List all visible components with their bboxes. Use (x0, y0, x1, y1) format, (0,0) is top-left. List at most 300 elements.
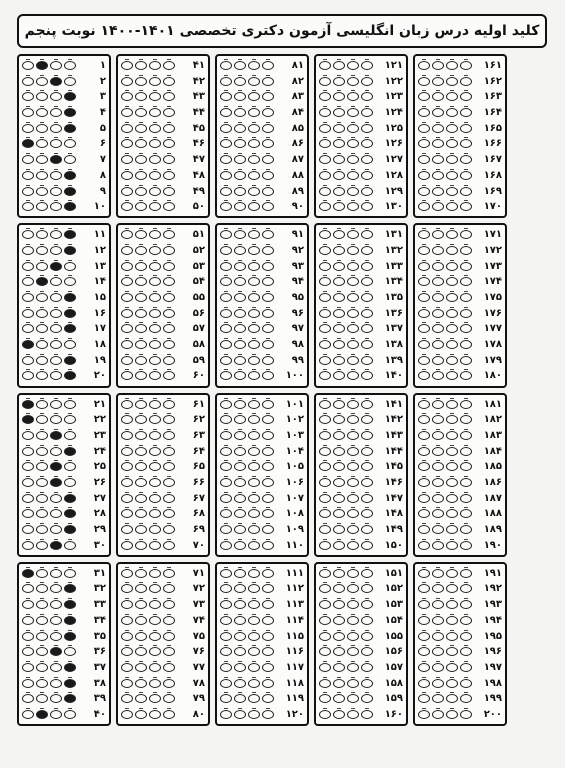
answer-bubble[interactable] (418, 262, 430, 271)
answer-bubble[interactable] (248, 710, 260, 719)
answer-bubble[interactable] (22, 187, 34, 196)
answer-bubble[interactable] (135, 431, 147, 440)
answer-bubble[interactable] (248, 525, 260, 534)
answer-bubble[interactable] (220, 569, 232, 578)
answer-bubble[interactable] (220, 108, 232, 117)
answer-bubble[interactable] (135, 92, 147, 101)
answer-bubble[interactable] (319, 415, 331, 424)
answer-bubble[interactable] (418, 541, 430, 550)
answer-bubble[interactable] (163, 679, 175, 688)
answer-bubble[interactable] (234, 324, 246, 333)
answer-bubble[interactable] (22, 447, 34, 456)
answer-bubble[interactable] (319, 356, 331, 365)
answer-bubble[interactable] (163, 494, 175, 503)
answer-bubble[interactable] (418, 462, 430, 471)
answer-bubble[interactable] (418, 694, 430, 703)
answer-bubble[interactable] (347, 371, 359, 380)
answer-bubble[interactable] (234, 462, 246, 471)
answer-bubble[interactable] (319, 262, 331, 271)
answer-bubble[interactable] (36, 415, 48, 424)
answer-bubble[interactable] (319, 616, 331, 625)
answer-bubble[interactable] (347, 293, 359, 302)
answer-bubble[interactable] (347, 187, 359, 196)
answer-bubble[interactable] (248, 155, 260, 164)
answer-bubble[interactable] (333, 569, 345, 578)
answer-bubble[interactable] (446, 155, 458, 164)
answer-bubble[interactable] (262, 293, 274, 302)
answer-bubble[interactable] (149, 663, 161, 672)
answer-bubble[interactable] (50, 569, 62, 578)
answer-bubble[interactable] (234, 61, 246, 70)
answer-bubble[interactable] (460, 92, 472, 101)
answer-bubble[interactable] (234, 494, 246, 503)
answer-bubble[interactable] (347, 694, 359, 703)
answer-bubble[interactable] (319, 632, 331, 641)
answer-bubble[interactable] (121, 155, 133, 164)
answer-bubble[interactable] (248, 584, 260, 593)
answer-bubble[interactable] (446, 92, 458, 101)
answer-bubble[interactable] (121, 462, 133, 471)
answer-bubble[interactable] (446, 356, 458, 365)
answer-bubble[interactable] (432, 155, 444, 164)
answer-bubble[interactable] (361, 77, 373, 86)
answer-bubble-filled[interactable] (36, 277, 48, 286)
answer-bubble[interactable] (262, 340, 274, 349)
answer-bubble[interactable] (135, 679, 147, 688)
answer-bubble-filled[interactable] (64, 509, 76, 518)
answer-bubble[interactable] (22, 171, 34, 180)
answer-bubble[interactable] (446, 202, 458, 211)
answer-bubble[interactable] (418, 230, 430, 239)
answer-bubble[interactable] (64, 569, 76, 578)
answer-bubble[interactable] (149, 309, 161, 318)
answer-bubble[interactable] (121, 230, 133, 239)
answer-bubble[interactable] (333, 400, 345, 409)
answer-bubble[interactable] (333, 679, 345, 688)
answer-bubble[interactable] (36, 293, 48, 302)
answer-bubble[interactable] (262, 124, 274, 133)
answer-bubble[interactable] (432, 324, 444, 333)
answer-bubble[interactable] (248, 61, 260, 70)
answer-bubble[interactable] (248, 92, 260, 101)
answer-bubble[interactable] (347, 710, 359, 719)
answer-bubble[interactable] (248, 187, 260, 196)
answer-bubble[interactable] (361, 710, 373, 719)
answer-bubble[interactable] (234, 77, 246, 86)
answer-bubble-filled[interactable] (22, 569, 34, 578)
answer-bubble[interactable] (149, 569, 161, 578)
answer-bubble[interactable] (432, 431, 444, 440)
answer-bubble-filled[interactable] (64, 616, 76, 625)
answer-bubble[interactable] (262, 525, 274, 534)
answer-bubble[interactable] (432, 710, 444, 719)
answer-bubble[interactable] (418, 632, 430, 641)
answer-bubble[interactable] (333, 77, 345, 86)
answer-bubble-filled[interactable] (64, 108, 76, 117)
answer-bubble[interactable] (460, 600, 472, 609)
answer-bubble[interactable] (460, 77, 472, 86)
answer-bubble[interactable] (432, 61, 444, 70)
answer-bubble[interactable] (432, 230, 444, 239)
answer-bubble[interactable] (319, 371, 331, 380)
answer-bubble[interactable] (36, 262, 48, 271)
answer-bubble[interactable] (163, 246, 175, 255)
answer-bubble[interactable] (22, 525, 34, 534)
answer-bubble[interactable] (347, 171, 359, 180)
answer-bubble-filled[interactable] (50, 647, 62, 656)
answer-bubble[interactable] (149, 647, 161, 656)
answer-bubble[interactable] (248, 324, 260, 333)
answer-bubble[interactable] (333, 92, 345, 101)
answer-bubble[interactable] (432, 277, 444, 286)
answer-bubble[interactable] (432, 663, 444, 672)
answer-bubble[interactable] (262, 262, 274, 271)
answer-bubble[interactable] (149, 478, 161, 487)
answer-bubble[interactable] (446, 415, 458, 424)
answer-bubble[interactable] (234, 92, 246, 101)
answer-bubble[interactable] (22, 431, 34, 440)
answer-bubble[interactable] (248, 293, 260, 302)
answer-bubble[interactable] (36, 230, 48, 239)
answer-bubble[interactable] (446, 679, 458, 688)
answer-bubble[interactable] (432, 262, 444, 271)
answer-bubble[interactable] (36, 309, 48, 318)
answer-bubble[interactable] (460, 710, 472, 719)
answer-bubble[interactable] (50, 202, 62, 211)
answer-bubble[interactable] (121, 340, 133, 349)
answer-bubble[interactable] (149, 139, 161, 148)
answer-bubble[interactable] (64, 541, 76, 550)
answer-bubble[interactable] (347, 462, 359, 471)
answer-bubble[interactable] (248, 230, 260, 239)
answer-bubble-filled[interactable] (64, 246, 76, 255)
answer-bubble[interactable] (234, 309, 246, 318)
answer-bubble[interactable] (234, 632, 246, 641)
answer-bubble[interactable] (432, 187, 444, 196)
answer-bubble[interactable] (347, 108, 359, 117)
answer-bubble[interactable] (418, 61, 430, 70)
answer-bubble[interactable] (333, 356, 345, 365)
answer-bubble[interactable] (432, 447, 444, 456)
answer-bubble[interactable] (135, 462, 147, 471)
answer-bubble[interactable] (361, 431, 373, 440)
answer-bubble[interactable] (135, 340, 147, 349)
answer-bubble[interactable] (163, 340, 175, 349)
answer-bubble[interactable] (234, 679, 246, 688)
answer-bubble[interactable] (333, 647, 345, 656)
answer-bubble[interactable] (149, 371, 161, 380)
answer-bubble[interactable] (234, 356, 246, 365)
answer-bubble[interactable] (262, 61, 274, 70)
answer-bubble[interactable] (22, 600, 34, 609)
answer-bubble[interactable] (220, 600, 232, 609)
answer-bubble[interactable] (446, 139, 458, 148)
answer-bubble[interactable] (347, 277, 359, 286)
answer-bubble[interactable] (36, 171, 48, 180)
answer-bubble-filled[interactable] (22, 415, 34, 424)
answer-bubble[interactable] (319, 309, 331, 318)
answer-bubble[interactable] (135, 663, 147, 672)
answer-bubble[interactable] (361, 356, 373, 365)
answer-bubble[interactable] (22, 679, 34, 688)
answer-bubble[interactable] (22, 584, 34, 593)
answer-bubble[interactable] (361, 309, 373, 318)
answer-bubble[interactable] (347, 569, 359, 578)
answer-bubble[interactable] (220, 478, 232, 487)
answer-bubble[interactable] (446, 525, 458, 534)
answer-bubble[interactable] (262, 400, 274, 409)
answer-bubble[interactable] (418, 679, 430, 688)
answer-bubble[interactable] (121, 356, 133, 365)
answer-bubble[interactable] (135, 694, 147, 703)
answer-bubble[interactable] (361, 415, 373, 424)
answer-bubble[interactable] (135, 632, 147, 641)
answer-bubble[interactable] (262, 202, 274, 211)
answer-bubble[interactable] (361, 679, 373, 688)
answer-bubble[interactable] (163, 415, 175, 424)
answer-bubble[interactable] (50, 171, 62, 180)
answer-bubble[interactable] (248, 694, 260, 703)
answer-bubble[interactable] (347, 356, 359, 365)
answer-bubble[interactable] (446, 509, 458, 518)
answer-bubble[interactable] (333, 293, 345, 302)
answer-bubble[interactable] (361, 694, 373, 703)
answer-bubble[interactable] (135, 569, 147, 578)
answer-bubble[interactable] (163, 371, 175, 380)
answer-bubble[interactable] (460, 187, 472, 196)
answer-bubble[interactable] (149, 340, 161, 349)
answer-bubble[interactable] (163, 324, 175, 333)
answer-bubble[interactable] (149, 541, 161, 550)
answer-bubble-filled[interactable] (36, 710, 48, 719)
answer-bubble[interactable] (248, 277, 260, 286)
answer-bubble[interactable] (149, 400, 161, 409)
answer-bubble[interactable] (446, 569, 458, 578)
answer-bubble[interactable] (446, 541, 458, 550)
answer-bubble[interactable] (446, 187, 458, 196)
answer-bubble[interactable] (460, 230, 472, 239)
answer-bubble[interactable] (50, 616, 62, 625)
answer-bubble[interactable] (460, 309, 472, 318)
answer-bubble[interactable] (22, 478, 34, 487)
answer-bubble[interactable] (220, 340, 232, 349)
answer-bubble[interactable] (361, 246, 373, 255)
answer-bubble[interactable] (460, 356, 472, 365)
answer-bubble[interactable] (135, 525, 147, 534)
answer-bubble[interactable] (220, 202, 232, 211)
answer-bubble[interactable] (333, 124, 345, 133)
answer-bubble[interactable] (319, 230, 331, 239)
answer-bubble[interactable] (121, 124, 133, 133)
answer-bubble[interactable] (347, 124, 359, 133)
answer-bubble[interactable] (220, 663, 232, 672)
answer-bubble[interactable] (347, 478, 359, 487)
answer-bubble[interactable] (418, 202, 430, 211)
answer-bubble[interactable] (50, 400, 62, 409)
answer-bubble[interactable] (347, 246, 359, 255)
answer-bubble[interactable] (446, 431, 458, 440)
answer-bubble[interactable] (234, 202, 246, 211)
answer-bubble[interactable] (121, 600, 133, 609)
answer-bubble[interactable] (50, 309, 62, 318)
answer-bubble[interactable] (22, 710, 34, 719)
answer-bubble[interactable] (50, 415, 62, 424)
answer-bubble[interactable] (347, 647, 359, 656)
answer-bubble[interactable] (446, 108, 458, 117)
answer-bubble-filled[interactable] (36, 61, 48, 70)
answer-bubble[interactable] (460, 647, 472, 656)
answer-bubble[interactable] (361, 293, 373, 302)
answer-bubble[interactable] (347, 155, 359, 164)
answer-bubble[interactable] (432, 92, 444, 101)
answer-bubble[interactable] (50, 509, 62, 518)
answer-bubble[interactable] (248, 400, 260, 409)
answer-bubble[interactable] (333, 371, 345, 380)
answer-bubble[interactable] (333, 262, 345, 271)
answer-bubble[interactable] (121, 447, 133, 456)
answer-bubble[interactable] (121, 108, 133, 117)
answer-bubble[interactable] (347, 679, 359, 688)
answer-bubble[interactable] (460, 324, 472, 333)
answer-bubble[interactable] (36, 632, 48, 641)
answer-bubble[interactable] (418, 478, 430, 487)
answer-bubble[interactable] (22, 77, 34, 86)
answer-bubble[interactable] (446, 616, 458, 625)
answer-bubble[interactable] (220, 277, 232, 286)
answer-bubble[interactable] (460, 371, 472, 380)
answer-bubble-filled[interactable] (64, 694, 76, 703)
answer-bubble[interactable] (262, 663, 274, 672)
answer-bubble[interactable] (432, 356, 444, 365)
answer-bubble[interactable] (220, 155, 232, 164)
answer-bubble[interactable] (50, 710, 62, 719)
answer-bubble[interactable] (163, 431, 175, 440)
answer-bubble[interactable] (319, 584, 331, 593)
answer-bubble[interactable] (446, 124, 458, 133)
answer-bubble[interactable] (262, 371, 274, 380)
answer-bubble[interactable] (135, 356, 147, 365)
answer-bubble[interactable] (64, 478, 76, 487)
answer-bubble[interactable] (333, 340, 345, 349)
answer-bubble[interactable] (432, 246, 444, 255)
answer-bubble[interactable] (361, 494, 373, 503)
answer-bubble[interactable] (234, 509, 246, 518)
answer-bubble[interactable] (432, 139, 444, 148)
answer-bubble[interactable] (163, 202, 175, 211)
answer-bubble[interactable] (149, 92, 161, 101)
answer-bubble[interactable] (50, 124, 62, 133)
answer-bubble[interactable] (446, 462, 458, 471)
answer-bubble[interactable] (262, 277, 274, 286)
answer-bubble[interactable] (248, 262, 260, 271)
answer-bubble-filled[interactable] (22, 340, 34, 349)
answer-bubble[interactable] (347, 494, 359, 503)
answer-bubble[interactable] (50, 679, 62, 688)
answer-bubble[interactable] (220, 246, 232, 255)
answer-bubble[interactable] (418, 171, 430, 180)
answer-bubble[interactable] (432, 293, 444, 302)
answer-bubble[interactable] (262, 431, 274, 440)
answer-bubble[interactable] (432, 340, 444, 349)
answer-bubble-filled[interactable] (50, 462, 62, 471)
answer-bubble[interactable] (22, 61, 34, 70)
answer-bubble[interactable] (36, 494, 48, 503)
answer-bubble[interactable] (347, 584, 359, 593)
answer-bubble[interactable] (234, 171, 246, 180)
answer-bubble[interactable] (121, 246, 133, 255)
answer-bubble[interactable] (347, 447, 359, 456)
answer-bubble[interactable] (446, 309, 458, 318)
answer-bubble[interactable] (446, 400, 458, 409)
answer-bubble[interactable] (446, 647, 458, 656)
answer-bubble[interactable] (149, 262, 161, 271)
answer-bubble[interactable] (149, 293, 161, 302)
answer-bubble[interactable] (432, 400, 444, 409)
answer-bubble-filled[interactable] (64, 92, 76, 101)
answer-bubble[interactable] (36, 77, 48, 86)
answer-bubble[interactable] (248, 171, 260, 180)
answer-bubble[interactable] (36, 139, 48, 148)
answer-bubble[interactable] (262, 139, 274, 148)
answer-bubble[interactable] (460, 171, 472, 180)
answer-bubble[interactable] (432, 509, 444, 518)
answer-bubble[interactable] (163, 447, 175, 456)
answer-bubble[interactable] (347, 415, 359, 424)
answer-bubble[interactable] (460, 569, 472, 578)
answer-bubble[interactable] (22, 293, 34, 302)
answer-bubble[interactable] (121, 679, 133, 688)
answer-bubble[interactable] (64, 155, 76, 164)
answer-bubble[interactable] (432, 371, 444, 380)
answer-bubble[interactable] (446, 632, 458, 641)
answer-bubble[interactable] (361, 92, 373, 101)
answer-bubble[interactable] (432, 647, 444, 656)
answer-bubble[interactable] (149, 324, 161, 333)
answer-bubble[interactable] (248, 541, 260, 550)
answer-bubble[interactable] (234, 616, 246, 625)
answer-bubble[interactable] (418, 415, 430, 424)
answer-bubble[interactable] (347, 92, 359, 101)
answer-bubble[interactable] (319, 447, 331, 456)
answer-bubble[interactable] (347, 616, 359, 625)
answer-bubble[interactable] (121, 525, 133, 534)
answer-bubble[interactable] (333, 277, 345, 286)
answer-bubble[interactable] (50, 663, 62, 672)
answer-bubble[interactable] (64, 710, 76, 719)
answer-bubble[interactable] (262, 246, 274, 255)
answer-bubble[interactable] (163, 77, 175, 86)
answer-bubble[interactable] (220, 525, 232, 534)
answer-bubble[interactable] (234, 262, 246, 271)
answer-bubble[interactable] (121, 431, 133, 440)
answer-bubble[interactable] (135, 202, 147, 211)
answer-bubble[interactable] (220, 647, 232, 656)
answer-bubble[interactable] (149, 616, 161, 625)
answer-bubble[interactable] (163, 478, 175, 487)
answer-bubble[interactable] (361, 262, 373, 271)
answer-bubble[interactable] (149, 246, 161, 255)
answer-bubble[interactable] (248, 340, 260, 349)
answer-bubble[interactable] (234, 478, 246, 487)
answer-bubble[interactable] (36, 371, 48, 380)
answer-bubble[interactable] (22, 462, 34, 471)
answer-bubble[interactable] (432, 679, 444, 688)
answer-bubble[interactable] (234, 584, 246, 593)
answer-bubble[interactable] (135, 415, 147, 424)
answer-bubble[interactable] (248, 246, 260, 255)
answer-bubble[interactable] (220, 356, 232, 365)
answer-bubble-filled[interactable] (64, 356, 76, 365)
